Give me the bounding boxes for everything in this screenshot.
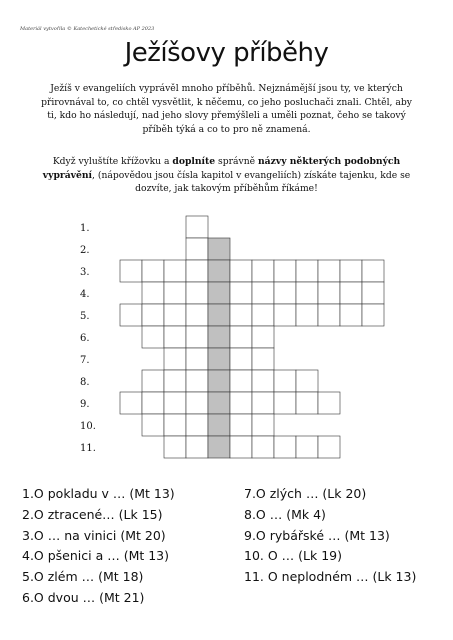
crossword-cell[interactable] [230, 304, 252, 326]
crossword-cell[interactable] [186, 238, 208, 260]
crossword-cell[interactable] [230, 260, 252, 282]
crossword-cell[interactable] [296, 370, 318, 392]
crossword-cell[interactable] [142, 414, 164, 436]
crossword-cell[interactable] [274, 260, 296, 282]
copyright-note: Materiál vytvořila © Katechetické středisko AP 2023 [20, 26, 155, 32]
solution-cell[interactable] [208, 436, 230, 458]
crossword-cell[interactable] [318, 304, 340, 326]
clue-item: 10. O … (Lk 19) [244, 548, 342, 564]
crossword-cell[interactable] [186, 216, 208, 238]
row-label: 10. [80, 421, 96, 432]
crossword-cell[interactable] [318, 392, 340, 414]
instruction-text-2: správně [215, 156, 258, 167]
solution-cell[interactable] [208, 370, 230, 392]
clue-item: 7.O zlých … (Lk 20) [244, 486, 367, 501]
crossword-cell[interactable] [186, 282, 208, 304]
crossword-cell[interactable] [142, 304, 164, 326]
crossword-cell[interactable] [230, 348, 252, 370]
clues-right-column [244, 484, 416, 588]
row-label: 11. [80, 443, 96, 454]
crossword-cell[interactable] [318, 436, 340, 458]
crossword-cell[interactable] [186, 436, 208, 458]
instruction-bold-1: doplníte [172, 156, 216, 167]
crossword-cell[interactable] [252, 326, 274, 348]
clue-item: 6.O dvou … (Mt 21) [22, 589, 145, 605]
crossword-cell[interactable] [120, 392, 142, 414]
row-label: 2. [80, 245, 90, 256]
crossword-cell[interactable] [362, 260, 384, 282]
clue-item: 9.O rybářské … (Mt 13) [244, 527, 390, 543]
crossword-cell[interactable] [318, 260, 340, 282]
crossword-cell[interactable] [164, 282, 186, 304]
crossword-cell[interactable] [296, 260, 318, 282]
crossword-cell[interactable] [274, 282, 296, 304]
solution-cell[interactable] [208, 414, 230, 436]
crossword-cell[interactable] [142, 260, 164, 282]
instruction-bold-2: názvy některých podobných vyprávění [42, 156, 401, 181]
crossword-cell[interactable] [164, 392, 186, 414]
crossword-cell[interactable] [252, 260, 274, 282]
crossword-cell[interactable] [252, 304, 274, 326]
crossword-cell[interactable] [296, 304, 318, 326]
solution-cell[interactable] [208, 260, 230, 282]
crossword-cell[interactable] [142, 392, 164, 414]
crossword-cell[interactable] [186, 260, 208, 282]
row-label: 3. [80, 267, 90, 278]
crossword-cell[interactable] [164, 436, 186, 458]
crossword-cell[interactable] [230, 370, 252, 392]
crossword-cell[interactable] [142, 282, 164, 304]
crossword-cell[interactable] [340, 282, 362, 304]
solution-cell[interactable] [208, 348, 230, 370]
crossword-cell[interactable] [230, 436, 252, 458]
crossword-cell[interactable] [274, 304, 296, 326]
crossword-cell[interactable] [252, 436, 274, 458]
crossword-cell[interactable] [252, 370, 274, 392]
crossword-cell[interactable] [164, 260, 186, 282]
crossword-cell[interactable] [164, 304, 186, 326]
clue-item: 3.O … na vinici (Mt 20) [22, 527, 166, 543]
crossword-cell[interactable] [340, 304, 362, 326]
crossword-cell[interactable] [230, 392, 252, 414]
row-label: 4. [80, 289, 90, 300]
clue-item: 5.O zlém … (Mt 18) [22, 569, 144, 585]
crossword-cell[interactable] [142, 326, 164, 348]
clue-item: 2.O ztracené… (Lk 15) [22, 506, 163, 522]
crossword-cell[interactable] [142, 370, 164, 392]
crossword-cell[interactable] [186, 326, 208, 348]
crossword-cell[interactable] [318, 282, 340, 304]
crossword-cell[interactable] [186, 304, 208, 326]
row-label: 8. [80, 377, 90, 388]
crossword-cell[interactable] [230, 326, 252, 348]
crossword-cell[interactable] [362, 282, 384, 304]
crossword-cell[interactable] [120, 304, 142, 326]
row-label: 5. [80, 311, 90, 322]
instruction-text-3: , (nápovědou jsou čísla kapitol v evangeliích) získáte tajenku, kde se dozvíte, jak takovým příběhům říkáme! [92, 169, 411, 195]
crossword-cell[interactable] [296, 436, 318, 458]
crossword-cell[interactable] [252, 392, 274, 414]
clue-item: 1.O pokladu v … (Mt 13) [22, 486, 175, 501]
crossword-cell[interactable] [252, 414, 274, 436]
crossword-cell[interactable] [164, 370, 186, 392]
crossword-cell[interactable] [186, 414, 208, 436]
crossword-cell[interactable] [164, 414, 186, 436]
crossword-cell[interactable] [230, 414, 252, 436]
crossword-cell[interactable] [186, 348, 208, 370]
clue-item: 4.O pšenici a … (Mt 13) [22, 548, 170, 564]
solution-cell[interactable] [208, 326, 230, 348]
crossword-cell[interactable] [274, 370, 296, 392]
crossword-cell[interactable] [296, 282, 318, 304]
crossword-cell[interactable] [340, 260, 362, 282]
crossword-cell[interactable] [230, 282, 252, 304]
crossword-cell[interactable] [252, 282, 274, 304]
instruction-text-1: Když vyluštíte křížovku a [52, 156, 173, 167]
crossword-cell[interactable] [296, 392, 318, 414]
crossword-cell[interactable] [164, 326, 186, 348]
clues-left-column [22, 484, 175, 609]
clue-item: 11. O neplodném … (Lk 13) [244, 569, 417, 585]
solution-cell[interactable] [208, 304, 230, 326]
page-title: Ježíšovy příběhy [124, 38, 329, 68]
row-label: 6. [80, 333, 90, 344]
row-label: 9. [80, 399, 90, 410]
crossword-cell[interactable] [186, 370, 208, 392]
row-label: 1. [80, 223, 90, 234]
solution-cell[interactable] [208, 238, 230, 260]
crossword-cell[interactable] [274, 392, 296, 414]
crossword-cell[interactable] [164, 348, 186, 370]
solution-cell[interactable] [208, 282, 230, 304]
intro-paragraph: Ježíš v evangeliích vyprávěl mnoho příběhů. Nejznámější jsou ty, ve kterých přirovnával to, co chtěl vysvětlit, k něčemu, co jeho posluchači znali. Chtěl, aby ti, kdo ho následují, nad jeho slovy přemýšleli a uměli poznat, čeho se takový příběh týká a co to pro ně znamená. [41, 83, 412, 135]
crossword-cell[interactable] [252, 348, 274, 370]
row-label: 7. [80, 355, 90, 366]
clue-item: 8.O … (Mk 4) [244, 506, 326, 522]
crossword-cell[interactable] [186, 392, 208, 414]
crossword-cell[interactable] [362, 304, 384, 326]
solution-cell[interactable] [208, 392, 230, 414]
crossword-cell[interactable] [274, 436, 296, 458]
crossword-cell[interactable] [120, 260, 142, 282]
